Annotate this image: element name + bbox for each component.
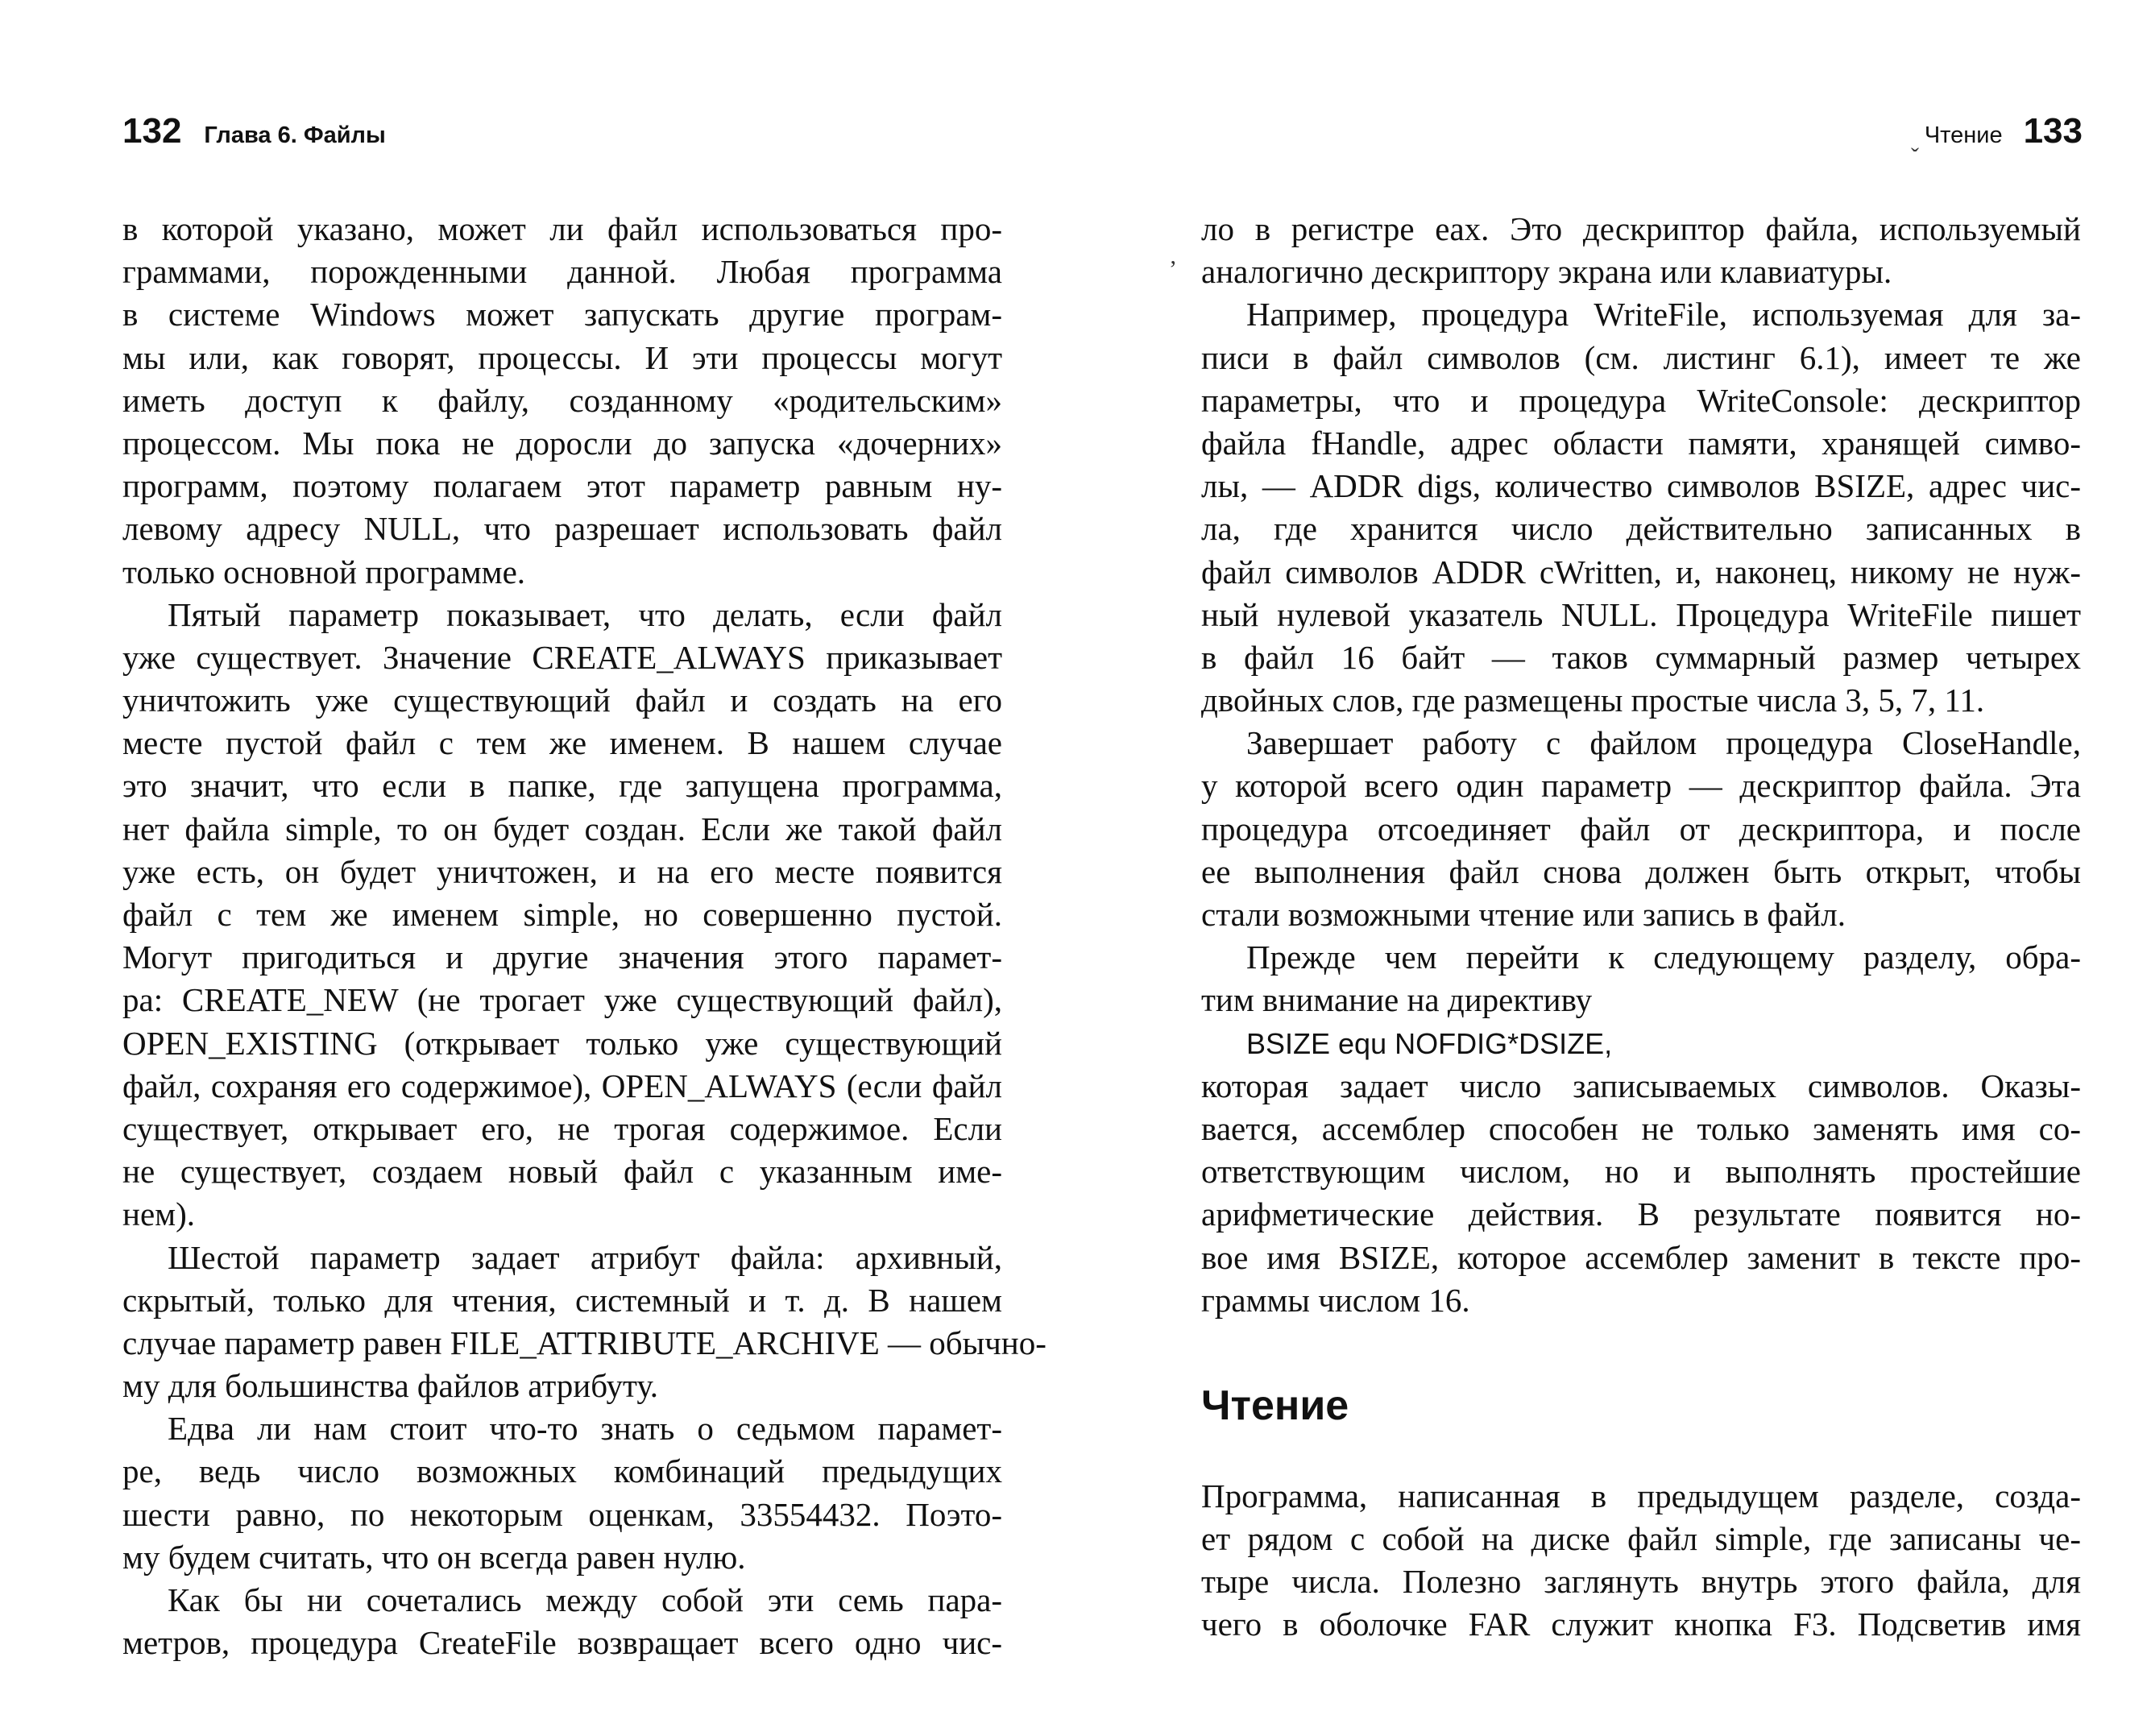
- right-text-block: [1201, 1065, 2081, 1322]
- text-line: процедура отсоединяет файл от дескриптора, и после: [1201, 810, 2081, 847]
- text-line: уничтожить уже существующий файл и создать на его: [122, 682, 1002, 719]
- text-line: файла fHandle, адрес области памяти, хранящей симво-: [1201, 424, 2081, 462]
- text-line: тыре числа. Полезно заглянуть внутрь этого файла, для: [1201, 1563, 2081, 1601]
- text-line: уже существует. Значение CREATE_ALWAYS приказывает: [122, 638, 1002, 676]
- text-line: му будем считать, что он всегда равен нулю.: [122, 1538, 746, 1576]
- text-line: двойных слов, где размещены простые числа 3, 5, 7, 11.: [1201, 682, 1985, 719]
- text-line: OPEN_EXISTING (открывает только уже существующий: [122, 1024, 1002, 1062]
- scan-mark: ˇ: [1911, 143, 1919, 170]
- section-heading: Чтение: [1201, 1382, 1349, 1429]
- text-line: Завершает работу с файлом процедура CloseHandle,: [1246, 724, 2081, 762]
- text-line: Едва ли нам стоит что-то знать о седьмом парамет-: [168, 1410, 1002, 1448]
- text-line: му для большинства файлов атрибуту.: [122, 1367, 659, 1405]
- text-line: случае параметр равен FILE_ATTRIBUTE_ARCHIVE — обычно-: [122, 1324, 1046, 1361]
- text-line: лы, — ADDR digs, количество символов BSIZE, адрес чис-: [1201, 467, 2081, 505]
- text-line: иметь доступ к файлу, созданному «родительским»: [122, 381, 1002, 419]
- right-page: [1076, 0, 2151, 1736]
- text-line: шести равно, по некоторым оценкам, 33554432. Поэто-: [122, 1495, 1002, 1533]
- text-line: файл с тем же именем simple, но совершенно пустой.: [122, 896, 1002, 933]
- text-line: программ, поэтому полагаем этот параметр равным ну-: [122, 467, 1002, 505]
- text-line: граммами, порожденными данной. Любая программа: [122, 253, 1002, 291]
- text-line: у которой всего один параметр — дескриптор файла. Эта: [1201, 767, 2081, 805]
- text-line: это значит, что если в папке, где запущена программа,: [122, 767, 1002, 805]
- text-line: стали возможными чтение или запись в файл.: [1201, 896, 1846, 933]
- text-line: ра: CREATE_NEW (не трогает уже существующий файл),: [122, 981, 1002, 1019]
- code-line: BSIZE equ NOFDIG*DSIZE,: [1246, 1026, 1613, 1060]
- right-running-title: Чтение: [1924, 122, 2003, 148]
- text-line: уже есть, он будет уничтожен, и на его месте появится: [122, 852, 1002, 890]
- text-line: Прежде чем перейти к следующему разделу, обра-: [1246, 938, 2081, 976]
- text-line: Шестой параметр задает атрибут файла: архивный,: [168, 1238, 1002, 1276]
- text-line: писи в файл символов (см. листинг 6.1), имеет те же: [1201, 338, 2081, 376]
- text-line: ответствующим числом, но и выполнять простейшие: [1201, 1153, 2081, 1191]
- text-line: аналогично дескриптору экрана или клавиатуры.: [1201, 253, 1892, 291]
- text-line: файл, сохраняя его содержимое), OPEN_ALWAYS (если файл: [122, 1067, 1002, 1104]
- text-line: в системе Windows может запускать другие програм-: [122, 296, 1002, 334]
- text-line: не существует, создаем новый файл с указанным име-: [122, 1153, 1002, 1191]
- scan-mark: ʼ: [1169, 256, 1177, 283]
- text-line: Как бы ни сочетались между собой эти семь пара-: [168, 1581, 1002, 1618]
- text-line: существует, открывает его, не трогая содержимое. Если: [122, 1109, 1002, 1147]
- left-chapter-title: Глава 6. Файлы: [204, 122, 386, 148]
- text-line: Например, процедура WriteFile, используемая для за-: [1246, 296, 2081, 334]
- text-line: файл символов ADDR cWritten, и, наконец, никому не нуж-: [1201, 553, 2081, 590]
- text-line: ре, ведь число возможных комбинаций предыдущих: [122, 1452, 1002, 1490]
- left-page-header: [122, 111, 386, 160]
- text-line: ее выполнения файл снова должен быть открыт, чтобы: [1201, 852, 2081, 890]
- right-text-column: [1201, 208, 2081, 1647]
- left-page-number: 132: [122, 111, 182, 151]
- text-line: вается, ассемблер способен не только заменять имя со-: [1201, 1109, 2081, 1147]
- text-line: метров, процедура CreateFile возвращает всего одно чис-: [122, 1624, 1002, 1662]
- right-text-block: [1201, 208, 2081, 1022]
- text-line: левому адресу NULL, что разрешает использовать файл: [122, 510, 1002, 548]
- text-line: скрытый, только для чтения, системный и т. д. В нашем: [122, 1281, 1002, 1319]
- text-line: месте пустой файл с тем же именем. В нашем случае: [122, 724, 1002, 762]
- text-line: Пятый параметр показывает, что делать, если файл: [168, 595, 1002, 633]
- text-line: процессом. Мы пока не доросли до запуска «дочерних»: [122, 424, 1002, 462]
- text-line: ный нулевой указатель NULL. Процедура WriteFile пишет: [1201, 595, 2081, 633]
- text-line: Могут пригодиться и другие значения этого парамет-: [122, 938, 1002, 976]
- text-line: Программа, написанная в предыдущем разделе, созда-: [1201, 1477, 2081, 1514]
- text-line: только основной программе.: [122, 553, 526, 590]
- text-line: ла, где хранится число действительно записанных в: [1201, 510, 2081, 548]
- text-line: вое имя BSIZE, которое ассемблер заменит в тексте про-: [1201, 1238, 2081, 1276]
- text-line: в файл 16 байт — таков суммарный размер четырех: [1201, 638, 2081, 676]
- text-line: нет файла simple, то он будет создан. Если же такой файл: [122, 810, 1002, 847]
- text-line: параметры, что и процедура WriteConsole: дескриптор: [1201, 381, 2081, 419]
- text-line: которая задает число записываемых символов. Оказы-: [1201, 1067, 2081, 1104]
- left-text-column: [122, 208, 1046, 1664]
- text-line: арифметические действия. В результате появится но-: [1201, 1195, 2081, 1233]
- text-line: в которой указано, может ли файл использоваться про-: [122, 210, 1002, 247]
- text-line: ло в регистре eax. Это дескриптор файла, используемый: [1201, 210, 2081, 247]
- text-line: нем).: [122, 1195, 195, 1233]
- text-line: граммы числом 16.: [1201, 1281, 1470, 1319]
- text-line: тим внимание на директиву: [1201, 981, 1593, 1019]
- right-page-number: 133: [2023, 111, 2083, 151]
- text-line: чего в оболочке FAR служит кнопка F3. Подсветив имя: [1201, 1605, 2081, 1643]
- right-page-header: [1925, 111, 2083, 160]
- right-text-block: [1201, 1475, 2081, 1647]
- text-line: мы или, как говорят, процессы. И эти процессы могут: [122, 338, 1002, 376]
- text-line: ет рядом с собой на диске файл simple, где записаны че-: [1201, 1520, 2081, 1558]
